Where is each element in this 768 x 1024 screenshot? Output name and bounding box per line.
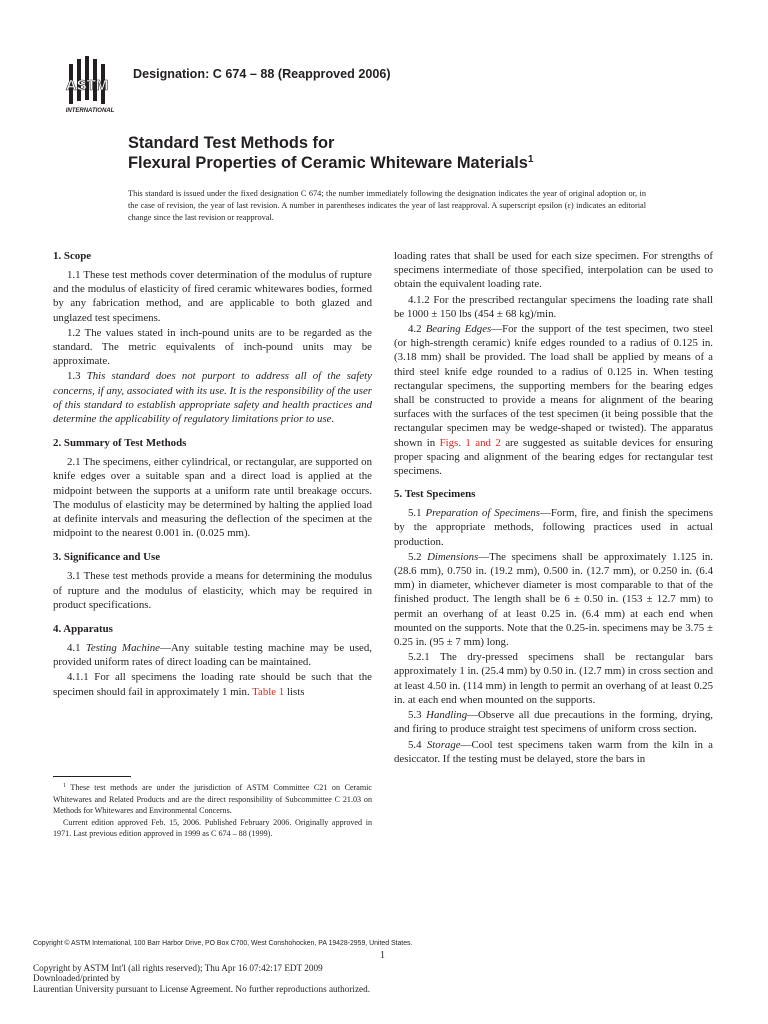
paragraph: 4.1.2 For the prescribed rectangular specimens the loading rate shall be 1000 ± 150 lbs (454 ± 68 kg)/min. [394,293,713,320]
para-number: 5.1 [408,507,422,520]
footnote-paragraph: Current edition approved Feb. 15, 2006. Published February 2006. Originally approved in 1971. Last previous edition approved in 1999 as C 674 – 88 (1999). [53,817,372,839]
paragraph: loading rates that shall be used for each size specimen. For strengths of specimens intermediate of those specified, interpolation can be used to obtain the equivalent loading rate. [394,250,713,291]
footnote-mark: 1 [63,783,66,789]
table-1-link[interactable]: Table 1 [252,685,285,698]
para-text: —Observe all due precautions in the forming, drying, and firing to produce straight test specimens of uniform cross section. [394,709,714,736]
term: Handling [426,709,468,722]
para-number: 4.1 [67,642,81,655]
astm-logo [60,56,122,114]
section-heading: 1. Scope [53,250,92,262]
paragraph: 2.1 The specimens, either cylindrical, or rectangular, are supported on knife edges over a suitable span and a direct load is applied at the midpoint between the supports at a uniform rate until breakage occurs. The modulus of elasticity may be determined by halting the applied load at definite intervals and measuring the deflection of the specimen at the midpoint to the nearest 0.001 in. (0.025 mm). [53,456,372,540]
footnote-divider [53,776,131,777]
standard-notice: This standard is issued under the fixed designation C 674; the number immediately following the designation indicates the year of original adoption or, in the case of revision, the year of last revision. A number in parentheses indicates the year of last reapproval. A superscript epsilon (ε) indicates an editorial change since the last revision or reapproval. [128,189,646,223]
paragraph [53,641,372,669]
svg-text:ASTM: ASTM [65,77,109,94]
download-line: Copyright by ASTM Int'l (all rights reserved); Thu Apr 16 07:42:17 EDT 2009 [33,963,323,973]
footnote-paragraph [53,782,372,817]
section-heading: 3. Significance and Use [53,551,161,564]
italic-text: This standard does not purport to address all of the safety concerns, if any, associated with its use. It is the responsibility of the user of this standard to establish appropriate safety and health practices and determine the applicability of regulatory limitations prior to use. [53,370,372,426]
paragraph [394,322,713,478]
designation: Designation: C 674 – 88 (Reapproved 2006) [133,67,391,81]
para-text: are suggested as suitable devices for ensuring proper spacing and alignment of the bearing edges for rectangular test specimens. [394,436,713,478]
paragraph: 5.2.1 The dry-pressed specimens shall be rectangular bars approximately 1 in. (25.4 mm) by 0.50 in. (12.7 mm) in cross section and at least 4.50 in. (114 mm) in length to permit an overhang of at least 0.25 in. at each end when mounted on the supports. [394,651,713,706]
term: Preparation of Specimens [425,507,541,520]
left-column [53,249,372,700]
paragraph: 1.1 These test methods cover determination of the modulus of rupture and the modulus of elasticity of fired ceramic whitewares bodies, formed by any fabrication method, and are applicable to both glazed and unglazed test specimens. [53,269,372,324]
paragraph [53,670,372,698]
para-number: 5.3 [408,709,422,722]
term: Storage [426,738,461,751]
paragraph: 1.2 The values stated in inch-pound units are to be regarded as the standard. The metric equivalents of inch-pound units may be approximate. [53,326,372,368]
para-text: —Cool test specimens taken warm from the kiln in a desiccator. If the testing must be delayed, store the bars in [394,738,713,765]
paragraph [394,738,713,766]
term: Bearing Edges [425,323,492,336]
section-heading: 4. Apparatus [53,623,113,636]
footnote [53,782,372,840]
download-line: Laurentian University pursuant to License Agreement. No further reproductions authorized. [33,983,371,994]
paragraph [53,369,372,426]
copyright-notice: Copyright © ASTM International, 100 Barr Harbor Drive, PO Box C700, West Conshohocken, PA 19428-2959, United States. [33,940,413,947]
paragraph [394,708,713,736]
title-line-2 [128,153,708,173]
para-number: 4.2 [408,323,422,336]
para-text: —For the support of the test specimen, two steel (or high-strength ceramic) knife edges rounded to a radius of 0.125 in. (3.18 mm) shall be provided. The load shall be applied by means of a third steel knife edge rounded to a radius of 0.125 in. When testing rectangular specimens, the supporting members for the bearing edges shall be constructed to provide a means for alignment of the bearing surfaces with the surfaces of the test specimen (it being possible that the rectangular specimen may be wedge-shaped or twisted). The apparatus shown in [394,323,713,449]
para-text: —Form, fire, and finish the specimens by the appropriate methods, following practices used in actual production. [394,507,714,548]
section-heading: 2. Summary of Test Methods [53,437,187,450]
term: Dimensions [427,550,479,563]
figs-1-2-link[interactable]: Figs. 1 and 2 [439,436,501,449]
paragraph: 3.1 These test methods provide a means for determining the modulus of rupture and the modulus of elasticity, which may be required in product specifications. [53,570,372,611]
section-heading: 5. Test Specimens [394,488,476,501]
paragraph [394,506,713,549]
term: Testing Machine [85,642,160,655]
title-footnote-mark: 1 [527,154,534,165]
footnote-text: These test methods are under the jurisdiction of ASTM Committee C21 on Ceramic Whitewares and Related Products and are the direct responsibility of Subcommittee C 21.03 on Methods for Whitewares and Environmental Concerns. [53,783,372,816]
para-number: 5.2 [408,550,422,563]
title-line-1: Standard Test Methods for [128,134,335,152]
para-text: —Any suitable testing machine may be used, provided uniform rates of direct loading can be maintained. [53,642,373,669]
document-title [128,133,708,173]
title-text: Flexural Properties of Ceramic Whiteware Materials [128,154,528,172]
para-text: 4.1.1 For all specimens the loading rate should be such that the specimen should fail in approximately 1 min. [53,671,372,698]
right-column [394,249,713,767]
paragraph [394,550,713,649]
download-info [33,963,370,994]
para-number: 5.4 [408,738,422,751]
download-line: Downloaded/printed by [33,973,121,984]
page-number: 1 [380,950,385,961]
para-text: lists [286,685,305,698]
svg-text:INTERNATIONAL: INTERNATIONAL [65,108,115,114]
para-text: —The specimens shall be approximately 1.125 in. (28.6 mm), 0.750 in. (19.2 mm), 0.500 in. (12.7 mm), or 0.250 in. (6.4 mm) in diameter, whichever diameter is most comparable to that of the finished product. The length shall be 6 ± 0.50 in. (153 ± 12.7 mm) to permit an overhang of at least 0.25 in. (6.4 mm) at each end when mounted on the supports. Note that the 0.25-in. specimens may be 3.75 ± 0.25 in. (95 ± 7 mm) long. [394,550,713,649]
para-number: 1.3 [67,370,81,383]
